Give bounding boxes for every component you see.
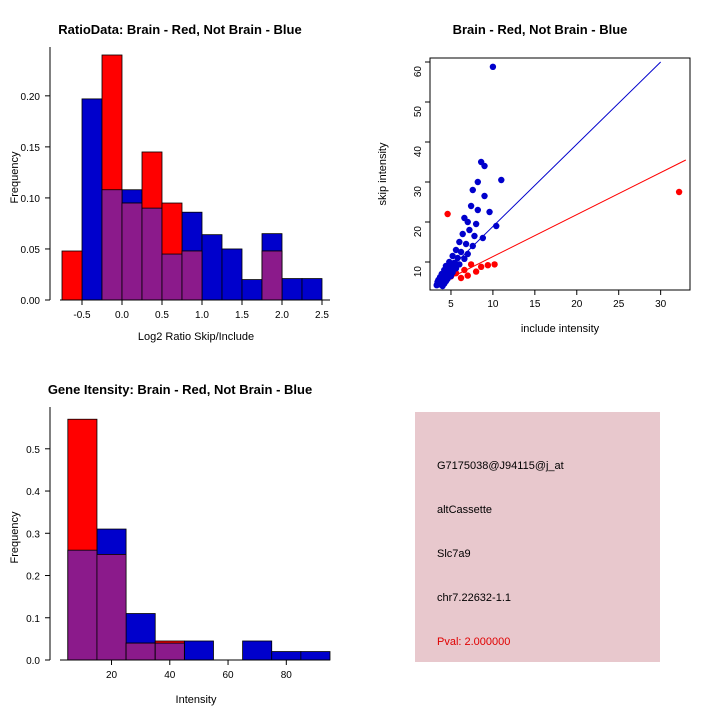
info-location: chr7.22632-1.1 — [437, 592, 511, 604]
svg-text:0.20: 0.20 — [20, 91, 40, 103]
svg-text:0.3: 0.3 — [26, 529, 40, 541]
svg-text:0.2: 0.2 — [26, 571, 40, 583]
info-box — [415, 412, 660, 662]
svg-text:1.5: 1.5 — [235, 310, 249, 321]
svg-text:20: 20 — [413, 226, 424, 238]
panel-scatter — [360, 0, 720, 360]
svg-text:1.0: 1.0 — [195, 310, 209, 321]
panel-intensity-title: Gene Itensity: Brain - Red, Not Brain - Blue — [47, 382, 313, 397]
svg-text:0.0: 0.0 — [115, 310, 129, 321]
svg-text:10: 10 — [487, 299, 499, 310]
panel-intensity-histogram — [0, 360, 360, 720]
info-pval: Pval: 2.000000 — [437, 636, 511, 648]
info-gene-symbol: Slc7a9 — [437, 548, 471, 560]
scatter-plot — [360, 0, 720, 360]
svg-text:10: 10 — [413, 266, 424, 278]
svg-text:skip intensity: skip intensity — [377, 142, 389, 206]
panel-scatter-title: Brain - Red, Not Brain - Blue — [452, 22, 628, 37]
svg-text:50: 50 — [413, 106, 424, 118]
svg-text:0.5: 0.5 — [26, 444, 40, 456]
svg-text:0.0: 0.0 — [26, 656, 40, 667]
svg-text:30: 30 — [655, 299, 667, 310]
svg-text:60: 60 — [413, 66, 424, 78]
svg-text:0.00: 0.00 — [20, 296, 40, 307]
info-probe-id: G7175038@J94115@j_at — [437, 460, 564, 472]
svg-text:Log2 Ratio Skip/Include: Log2 Ratio Skip/Include — [137, 331, 255, 343]
svg-text:0.5: 0.5 — [155, 310, 169, 321]
svg-text:15: 15 — [529, 299, 541, 310]
svg-text:20: 20 — [571, 299, 583, 310]
svg-text:0.4: 0.4 — [26, 487, 40, 499]
info-event-type: altCassette — [437, 504, 493, 516]
panel-ratio-histogram — [0, 0, 360, 360]
svg-text:-0.5: -0.5 — [73, 310, 91, 321]
panel-ratio-title: RatioData: Brain - Red, Not Brain - Blue — [58, 22, 302, 37]
svg-text:2.0: 2.0 — [275, 310, 289, 321]
svg-text:40: 40 — [164, 670, 176, 681]
svg-text:Intensity: Intensity — [175, 694, 217, 706]
svg-text:include intensity: include intensity — [520, 323, 600, 335]
svg-text:20: 20 — [105, 670, 118, 681]
svg-text:0.15: 0.15 — [20, 142, 40, 154]
svg-text:0.10: 0.10 — [20, 193, 40, 205]
svg-text:0.05: 0.05 — [20, 244, 40, 256]
intensity-histogram-plot — [0, 360, 360, 720]
svg-text:40: 40 — [413, 146, 424, 158]
svg-text:2.5: 2.5 — [315, 310, 329, 321]
svg-text:Frequency: Frequency — [9, 151, 21, 204]
svg-text:0.1: 0.1 — [26, 613, 40, 625]
svg-text:60: 60 — [222, 670, 234, 681]
svg-text:5: 5 — [448, 299, 454, 310]
ratio-histogram-plot — [0, 0, 360, 360]
svg-text:30: 30 — [413, 186, 424, 198]
svg-text:Frequency: Frequency — [9, 511, 21, 564]
svg-text:80: 80 — [280, 670, 292, 681]
svg-text:25: 25 — [613, 299, 625, 310]
